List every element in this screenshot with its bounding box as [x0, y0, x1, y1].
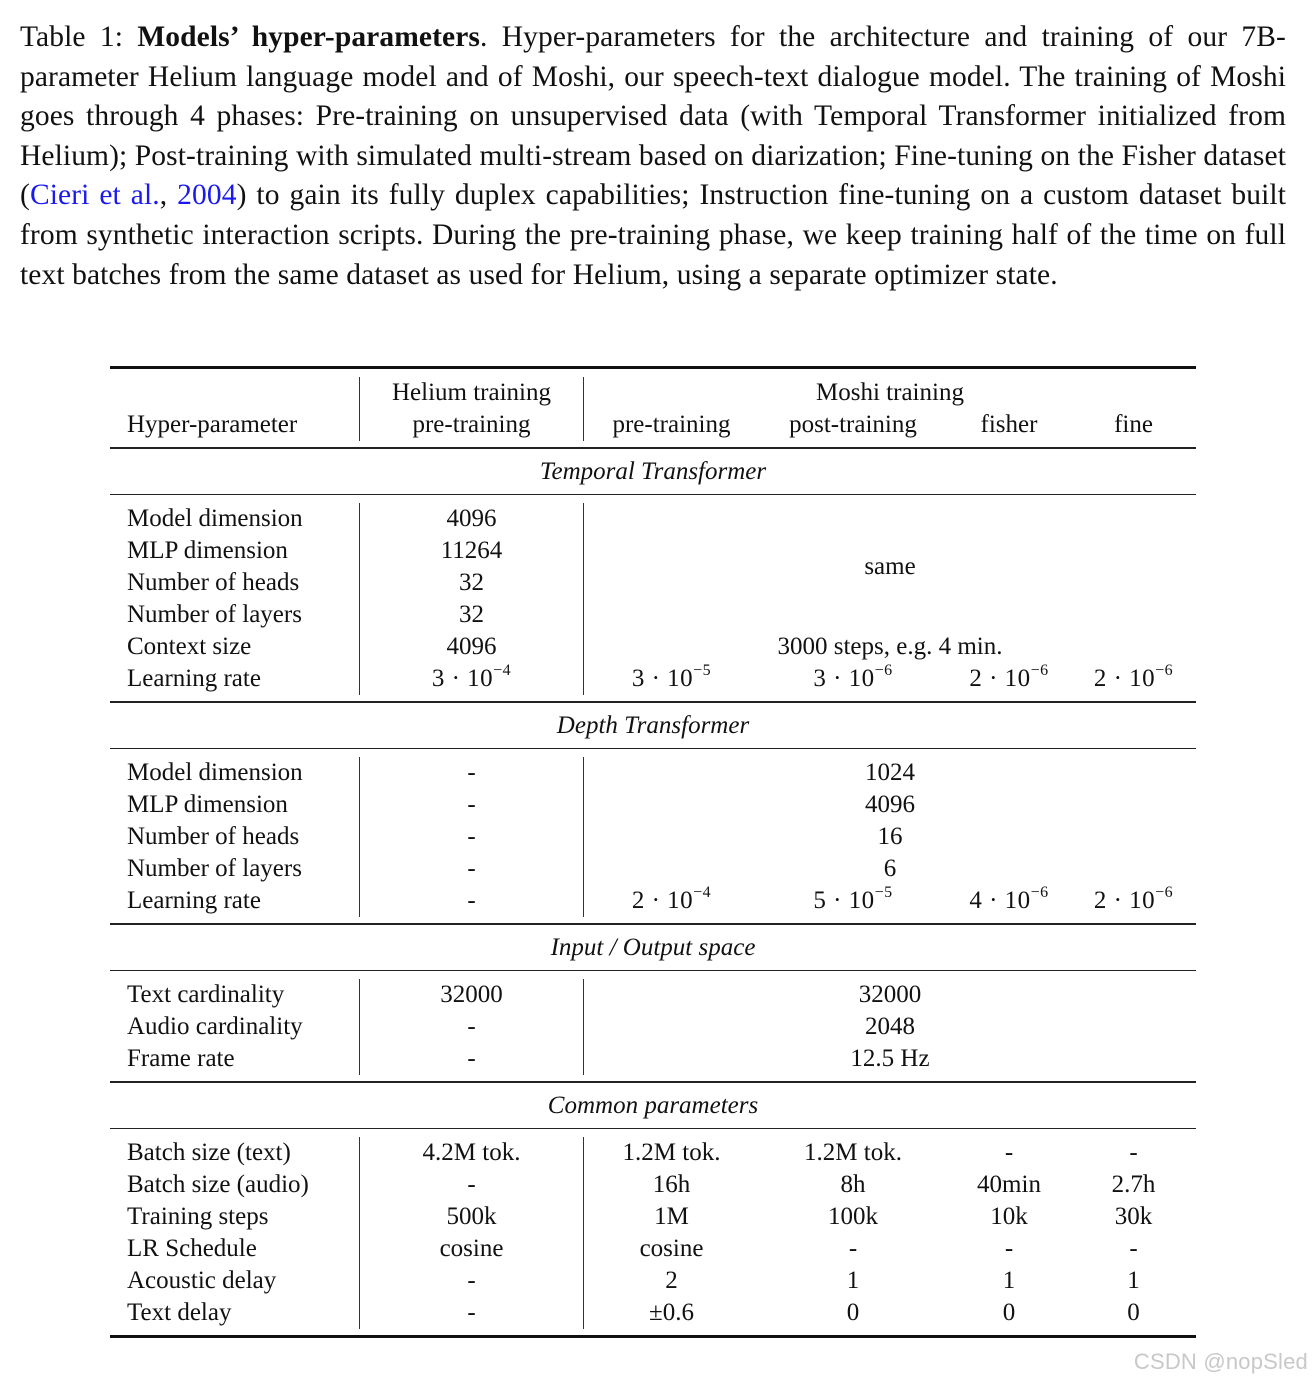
- moshi-value: 40min: [977, 1171, 1041, 1198]
- moshi-column: [584, 979, 1196, 1075]
- section-io: [110, 971, 1196, 1081]
- param-column: [110, 979, 360, 1075]
- param-column: [110, 757, 360, 917]
- moshi-value: 4096: [865, 791, 915, 818]
- header-helium-cell: [360, 377, 584, 441]
- moshi-lr-pretraining: $2 \cdot 10^{-4}$: [631, 884, 712, 914]
- helium-value: -: [467, 1267, 476, 1294]
- moshi-column: [584, 503, 1196, 695]
- moshi-value: 10k: [990, 1203, 1028, 1230]
- row-label: Batch size (audio): [127, 1171, 309, 1198]
- helium-value: -: [467, 855, 476, 882]
- moshi-lr-posttraining: $5 \cdot 10^{-5}$: [813, 884, 893, 914]
- moshi-lr-pretraining: $3 \cdot 10^{-5}$: [631, 662, 712, 692]
- moshi-value: 1M: [654, 1203, 689, 1230]
- row-label: Model dimension: [127, 505, 303, 532]
- helium-value: 11264: [440, 537, 503, 564]
- section-title-depth: Depth Transformer: [556, 711, 750, 739]
- moshi-value: cosine: [639, 1235, 704, 1262]
- helium-value: -: [467, 791, 476, 818]
- moshi-lr-fisher: $4 \cdot 10^{-6}$: [969, 884, 1049, 914]
- helium-column: [360, 979, 584, 1075]
- citation-link-authors[interactable]: Cieri et al.: [29, 179, 160, 212]
- helium-column: [360, 503, 584, 695]
- helium-value: 4096: [446, 505, 497, 532]
- hyperparameter-table: [110, 366, 1196, 1338]
- moshi-value: 6: [883, 855, 897, 882]
- row-label: Model dimension: [127, 759, 303, 786]
- moshi-row: [584, 1137, 1196, 1169]
- moshi-row: [584, 1201, 1196, 1233]
- header-param-cell: [110, 377, 360, 441]
- section-title-io: Input / Output space: [550, 933, 756, 961]
- moshi-value: 16: [877, 823, 903, 850]
- moshi-value: -: [1129, 1235, 1138, 1262]
- moshi-value: 0: [846, 1299, 860, 1326]
- header-param-label: Hyper-parameter: [127, 411, 298, 438]
- helium-value: 32000: [440, 981, 503, 1008]
- moshi-lr-fine: $2 \cdot 10^{-6}$: [1093, 662, 1174, 692]
- header-moshi-phase-fisher: fisher: [980, 411, 1038, 438]
- moshi-value: ±0.6: [649, 1299, 694, 1326]
- moshi-value: 12.5 Hz: [850, 1045, 930, 1072]
- moshi-row: [584, 1233, 1196, 1265]
- header-moshi-phase-posttraining: post-training: [789, 411, 917, 438]
- row-label: Learning rate: [127, 887, 261, 914]
- moshi-lr-row: [584, 663, 1196, 695]
- moshi-row: [584, 1169, 1196, 1201]
- helium-value: -: [467, 823, 476, 850]
- row-label: MLP dimension: [127, 537, 288, 564]
- header-helium-group: Helium training: [392, 379, 551, 406]
- param-column: [110, 503, 360, 695]
- row-label: Number of layers: [127, 855, 302, 882]
- helium-value: -: [467, 759, 476, 786]
- row-label: Audio cardinality: [127, 1013, 303, 1040]
- section-title-temporal: Temporal Transformer: [539, 457, 767, 485]
- citation-link-year[interactable]: 2004: [177, 179, 237, 212]
- row-label: Acoustic delay: [127, 1267, 277, 1294]
- moshi-value: 32000: [858, 981, 922, 1008]
- moshi-value: 1.2M tok.: [804, 1139, 902, 1166]
- bottom-rule: [110, 1335, 1196, 1338]
- helium-value: cosine: [439, 1235, 504, 1262]
- section-common: [110, 1129, 1196, 1335]
- moshi-value: -: [1129, 1139, 1138, 1166]
- section-title-common: Common parameters: [547, 1091, 759, 1119]
- moshi-value: 1.2M tok.: [622, 1139, 721, 1166]
- moshi-value: -: [1004, 1235, 1014, 1262]
- helium-column: [360, 757, 584, 917]
- helium-value: 500k: [446, 1203, 497, 1230]
- moshi-lr-fisher: $2 \cdot 10^{-6}$: [969, 662, 1049, 692]
- moshi-column: [584, 1137, 1196, 1329]
- helium-value: -: [467, 1171, 476, 1198]
- helium-value: 4.2M tok.: [422, 1139, 521, 1166]
- row-label: MLP dimension: [127, 791, 288, 818]
- moshi-lr-posttraining: $3 \cdot 10^{-6}$: [813, 662, 893, 692]
- row-label: Text cardinality: [127, 981, 285, 1008]
- moshi-value: 2048: [865, 1013, 915, 1040]
- moshi-value: 1: [1002, 1267, 1016, 1294]
- helium-value: -: [467, 1299, 476, 1326]
- moshi-value: 2.7h: [1111, 1171, 1156, 1198]
- helium-value-lr: $3 \cdot 10^{-4}$: [431, 662, 512, 692]
- header-moshi-phase-pretraining: pre-training: [612, 411, 731, 438]
- moshi-value: 30k: [1114, 1203, 1153, 1230]
- moshi-value: 16h: [652, 1171, 691, 1198]
- helium-value: 4096: [446, 633, 497, 660]
- moshi-context-value: 3000 steps, e.g. 4 min.: [777, 633, 1003, 660]
- helium-value: -: [467, 1045, 476, 1072]
- moshi-row: [584, 1265, 1196, 1297]
- moshi-value: 0: [1127, 1299, 1140, 1326]
- moshi-lr-row: [584, 885, 1196, 917]
- helium-column: [360, 1137, 584, 1329]
- moshi-value: 2: [665, 1267, 678, 1294]
- section-depth: [110, 749, 1196, 923]
- row-label: Frame rate: [127, 1045, 235, 1072]
- moshi-value: -: [1004, 1139, 1014, 1166]
- moshi-value: 0: [1002, 1299, 1016, 1326]
- row-label: Text delay: [127, 1299, 232, 1326]
- row-label: Number of heads: [127, 823, 300, 850]
- helium-value: 32: [459, 601, 484, 628]
- caption-text-2: ) to gain its fully duplex capabilities; Instruction fine-tuning on a custom dataset built from synthetic interaction scripts. During the pre-training phase, we keep training half of the time on full text batches from the same dataset as used for Helium, using a separate optimizer state.: [20, 179, 1287, 291]
- header-helium-phase: pre-training: [412, 411, 531, 438]
- row-label: Training steps: [127, 1203, 269, 1230]
- moshi-value: 1: [846, 1267, 860, 1294]
- watermark: CSDN @nopSled: [1133, 1349, 1308, 1374]
- section-temporal: [110, 495, 1196, 701]
- moshi-value: 1: [1127, 1267, 1140, 1294]
- moshi-same-value: same: [864, 553, 916, 580]
- helium-value: 32: [459, 569, 484, 596]
- row-label: Number of layers: [127, 601, 302, 628]
- moshi-lr-fine: $2 \cdot 10^{-6}$: [1093, 884, 1174, 914]
- table-caption: [20, 18, 1286, 295]
- param-column: [110, 1137, 360, 1329]
- header-moshi-group: Moshi training: [816, 379, 964, 406]
- moshi-column: [584, 757, 1196, 917]
- row-label: Batch size (text): [127, 1139, 291, 1166]
- row-label: Context size: [127, 633, 252, 660]
- citation-separator: ,: [159, 179, 178, 212]
- helium-value: -: [467, 887, 476, 914]
- row-label: LR Schedule: [127, 1235, 257, 1262]
- caption-title: Models’ hyper-parameters: [137, 21, 480, 53]
- header-moshi-cell: [584, 377, 1196, 441]
- moshi-row: [584, 1297, 1196, 1329]
- moshi-value: 1024: [865, 759, 915, 786]
- table-header: [110, 369, 1196, 447]
- row-label: Number of heads: [127, 569, 300, 596]
- moshi-value: 100k: [828, 1203, 878, 1230]
- caption-text-1: . Hyper-parameters for the architecture and training of our 7B-parameter Helium language model and of Moshi, our speech-text dialogue model. The training of Moshi goes through 4 phases: Pre-training on unsupervised data (with Temporal Transformer initialized from Helium); Post-training with simulated multi-stream based on diarization; Fine-tuning on the Fisher dataset (: [20, 21, 1286, 212]
- moshi-value: 8h: [840, 1171, 866, 1198]
- helium-value: -: [467, 1013, 476, 1040]
- header-moshi-phase-fine: fine: [1114, 411, 1153, 438]
- caption-label: Table 1:: [20, 21, 138, 53]
- moshi-value: -: [848, 1235, 858, 1262]
- row-label: Learning rate: [127, 665, 261, 692]
